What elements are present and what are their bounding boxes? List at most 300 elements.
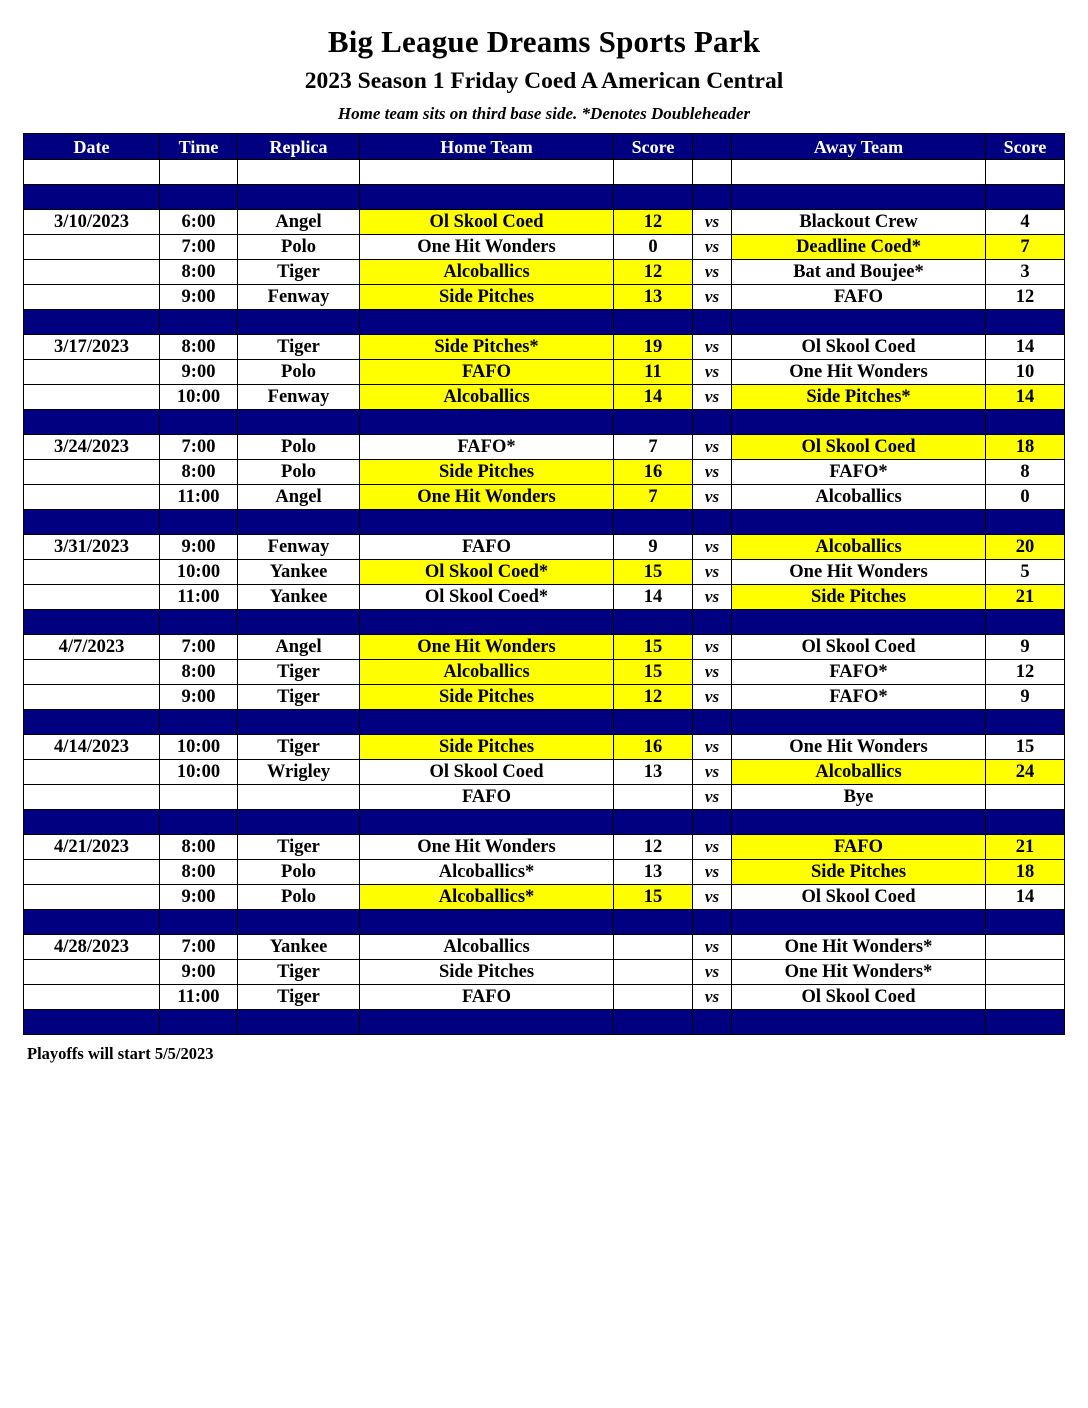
game-row xyxy=(24,985,1065,1010)
date-cell xyxy=(24,960,160,985)
replica-cell: Yankee xyxy=(238,585,360,610)
game-row xyxy=(24,785,1065,810)
time-cell: 9:00 xyxy=(160,685,238,710)
blank-row xyxy=(24,160,1065,185)
week-separator-row xyxy=(24,1010,1065,1035)
separator-cell xyxy=(986,185,1065,210)
home-score-cell: 15 xyxy=(614,885,693,910)
away-team-cell: Ol Skool Coed xyxy=(732,985,986,1010)
time-cell: 11:00 xyxy=(160,985,238,1010)
date-cell xyxy=(24,885,160,910)
game-row xyxy=(24,385,1065,410)
home-score-cell: 16 xyxy=(614,460,693,485)
home-score-cell: 7 xyxy=(614,485,693,510)
away-score-cell: 15 xyxy=(986,735,1065,760)
date-cell xyxy=(24,560,160,585)
home-team-cell: Side Pitches xyxy=(360,960,614,985)
col-header-home-score: Score xyxy=(614,134,693,160)
game-row xyxy=(24,360,1065,385)
date-cell xyxy=(24,385,160,410)
week-separator-row xyxy=(24,610,1065,635)
separator-cell xyxy=(732,1010,986,1035)
time-cell: 7:00 xyxy=(160,235,238,260)
week-separator-row xyxy=(24,410,1065,435)
home-score-cell: 13 xyxy=(614,285,693,310)
home-score-cell xyxy=(614,785,693,810)
replica-cell: Polo xyxy=(238,885,360,910)
time-cell: 9:00 xyxy=(160,960,238,985)
vs-cell: vs xyxy=(693,360,732,385)
away-team-cell: Side Pitches xyxy=(732,860,986,885)
col-header-away-score: Score xyxy=(986,134,1065,160)
time-cell: 7:00 xyxy=(160,635,238,660)
home-team-cell: Alcoballics xyxy=(360,935,614,960)
separator-cell xyxy=(160,810,238,835)
replica-cell: Tiger xyxy=(238,685,360,710)
vs-cell: vs xyxy=(693,335,732,360)
replica-cell: Polo xyxy=(238,435,360,460)
schedule-table xyxy=(23,133,1065,1035)
away-team-cell: Alcoballics xyxy=(732,535,986,560)
replica-cell: Polo xyxy=(238,860,360,885)
separator-cell xyxy=(360,810,614,835)
blank-cell xyxy=(24,160,160,185)
away-score-cell: 9 xyxy=(986,685,1065,710)
away-score-cell xyxy=(986,935,1065,960)
time-cell: 10:00 xyxy=(160,385,238,410)
vs-cell: vs xyxy=(693,210,732,235)
time-cell: 8:00 xyxy=(160,460,238,485)
date-cell: 4/7/2023 xyxy=(24,635,160,660)
separator-cell xyxy=(160,610,238,635)
home-score-cell: 11 xyxy=(614,360,693,385)
game-row xyxy=(24,685,1065,710)
home-score-cell: 15 xyxy=(614,660,693,685)
home-team-cell: Side Pitches xyxy=(360,460,614,485)
time-cell: 11:00 xyxy=(160,485,238,510)
game-row xyxy=(24,210,1065,235)
time-cell: 9:00 xyxy=(160,285,238,310)
home-score-cell: 15 xyxy=(614,635,693,660)
separator-cell xyxy=(693,710,732,735)
home-team-cell: Alcoballics xyxy=(360,385,614,410)
date-cell xyxy=(24,460,160,485)
page-subtitle: 2023 Season 1 Friday Coed A American Central xyxy=(304,68,784,94)
away-team-cell: Ol Skool Coed xyxy=(732,335,986,360)
week-separator-row xyxy=(24,310,1065,335)
away-score-cell: 3 xyxy=(986,260,1065,285)
home-team-cell: Ol Skool Coed xyxy=(360,210,614,235)
away-score-cell: 14 xyxy=(986,385,1065,410)
replica-cell: Tiger xyxy=(238,660,360,685)
separator-cell xyxy=(732,510,986,535)
vs-cell: vs xyxy=(693,485,732,510)
vs-cell: vs xyxy=(693,760,732,785)
away-team-cell: FAFO xyxy=(732,835,986,860)
vs-cell: vs xyxy=(693,860,732,885)
vs-cell: vs xyxy=(693,285,732,310)
schedule-note: Home team sits on third base side. *Denotes Doubleheader xyxy=(337,104,751,123)
separator-cell xyxy=(24,510,160,535)
away-score-cell: 10 xyxy=(986,360,1065,385)
vs-cell: vs xyxy=(693,735,732,760)
separator-cell xyxy=(986,610,1065,635)
vs-cell: vs xyxy=(693,985,732,1010)
time-cell xyxy=(160,785,238,810)
game-row xyxy=(24,760,1065,785)
separator-cell xyxy=(24,910,160,935)
separator-cell xyxy=(360,710,614,735)
schedule-body xyxy=(24,160,1065,1035)
time-cell: 8:00 xyxy=(160,835,238,860)
replica-cell: Tiger xyxy=(238,985,360,1010)
home-team-cell: One Hit Wonders xyxy=(360,835,614,860)
away-score-cell: 18 xyxy=(986,435,1065,460)
replica-cell: Angel xyxy=(238,485,360,510)
replica-cell: Wrigley xyxy=(238,760,360,785)
time-cell: 10:00 xyxy=(160,760,238,785)
time-cell: 9:00 xyxy=(160,885,238,910)
separator-cell xyxy=(360,1010,614,1035)
replica-cell: Tiger xyxy=(238,960,360,985)
date-cell xyxy=(24,985,160,1010)
separator-cell xyxy=(614,710,693,735)
time-cell: 11:00 xyxy=(160,585,238,610)
week-separator-row xyxy=(24,710,1065,735)
game-row xyxy=(24,660,1065,685)
separator-cell xyxy=(360,410,614,435)
home-score-cell: 13 xyxy=(614,860,693,885)
separator-cell xyxy=(238,185,360,210)
separator-cell xyxy=(614,510,693,535)
separator-cell xyxy=(732,185,986,210)
game-row xyxy=(24,885,1065,910)
separator-cell xyxy=(614,410,693,435)
time-cell: 8:00 xyxy=(160,260,238,285)
home-team-cell: Side Pitches xyxy=(360,285,614,310)
home-score-cell: 15 xyxy=(614,560,693,585)
date-cell xyxy=(24,785,160,810)
vs-cell: vs xyxy=(693,460,732,485)
game-row xyxy=(24,485,1065,510)
away-score-cell: 8 xyxy=(986,460,1065,485)
page-title: Big League Dreams Sports Park xyxy=(327,24,761,59)
home-team-cell: Alcoballics* xyxy=(360,860,614,885)
away-score-cell: 14 xyxy=(986,885,1065,910)
date-cell: 3/31/2023 xyxy=(24,535,160,560)
home-team-cell: One Hit Wonders xyxy=(360,235,614,260)
away-score-cell: 7 xyxy=(986,235,1065,260)
game-row xyxy=(24,735,1065,760)
home-score-cell: 16 xyxy=(614,735,693,760)
away-score-cell: 9 xyxy=(986,635,1065,660)
home-team-cell: FAFO xyxy=(360,985,614,1010)
separator-cell xyxy=(24,610,160,635)
separator-cell xyxy=(693,1010,732,1035)
col-header-date: Date xyxy=(24,134,160,160)
game-row xyxy=(24,335,1065,360)
away-team-cell: One Hit Wonders* xyxy=(732,960,986,985)
date-cell xyxy=(24,685,160,710)
separator-cell xyxy=(693,610,732,635)
col-header-time: Time xyxy=(160,134,238,160)
home-team-cell: FAFO xyxy=(360,785,614,810)
home-team-cell: FAFO* xyxy=(360,435,614,460)
separator-cell xyxy=(986,510,1065,535)
home-team-cell: Side Pitches* xyxy=(360,335,614,360)
time-cell: 8:00 xyxy=(160,335,238,360)
date-cell: 3/24/2023 xyxy=(24,435,160,460)
home-score-cell: 9 xyxy=(614,535,693,560)
time-cell: 10:00 xyxy=(160,735,238,760)
away-team-cell: Alcoballics xyxy=(732,485,986,510)
separator-cell xyxy=(614,910,693,935)
separator-cell xyxy=(360,910,614,935)
away-team-cell: Ol Skool Coed xyxy=(732,435,986,460)
away-score-cell: 20 xyxy=(986,535,1065,560)
separator-cell xyxy=(238,1010,360,1035)
time-cell: 9:00 xyxy=(160,535,238,560)
blank-cell xyxy=(986,160,1065,185)
separator-cell xyxy=(238,810,360,835)
separator-cell xyxy=(986,910,1065,935)
away-team-cell: Blackout Crew xyxy=(732,210,986,235)
away-score-cell: 0 xyxy=(986,485,1065,510)
date-cell: 3/17/2023 xyxy=(24,335,160,360)
home-team-cell: Side Pitches xyxy=(360,685,614,710)
separator-cell xyxy=(614,810,693,835)
separator-cell xyxy=(732,410,986,435)
home-team-cell: Ol Skool Coed* xyxy=(360,560,614,585)
time-cell: 9:00 xyxy=(160,360,238,385)
date-cell: 3/10/2023 xyxy=(24,210,160,235)
separator-cell xyxy=(238,310,360,335)
replica-cell: Yankee xyxy=(238,935,360,960)
date-cell xyxy=(24,235,160,260)
replica-cell: Fenway xyxy=(238,385,360,410)
game-row xyxy=(24,260,1065,285)
separator-cell xyxy=(24,810,160,835)
home-score-cell: 12 xyxy=(614,210,693,235)
home-score-cell xyxy=(614,985,693,1010)
away-score-cell: 21 xyxy=(986,585,1065,610)
away-score-cell: 4 xyxy=(986,210,1065,235)
home-score-cell: 12 xyxy=(614,260,693,285)
time-cell: 7:00 xyxy=(160,935,238,960)
col-header-home-team: Home Team xyxy=(360,134,614,160)
separator-cell xyxy=(732,710,986,735)
separator-cell xyxy=(693,810,732,835)
home-team-cell: Side Pitches xyxy=(360,735,614,760)
date-cell: 4/28/2023 xyxy=(24,935,160,960)
header-row xyxy=(24,134,1065,160)
away-score-cell: 18 xyxy=(986,860,1065,885)
replica-cell: Tiger xyxy=(238,735,360,760)
away-team-cell: Bat and Boujee* xyxy=(732,260,986,285)
separator-cell xyxy=(360,185,614,210)
away-team-cell: Deadline Coed* xyxy=(732,235,986,260)
home-score-cell: 14 xyxy=(614,385,693,410)
separator-cell xyxy=(160,410,238,435)
separator-cell xyxy=(360,510,614,535)
away-team-cell: Side Pitches xyxy=(732,585,986,610)
away-score-cell: 21 xyxy=(986,835,1065,860)
replica-cell: Tiger xyxy=(238,260,360,285)
separator-cell xyxy=(238,710,360,735)
separator-cell xyxy=(693,410,732,435)
away-team-cell: Side Pitches* xyxy=(732,385,986,410)
vs-cell: vs xyxy=(693,635,732,660)
game-row xyxy=(24,960,1065,985)
date-cell: 4/21/2023 xyxy=(24,835,160,860)
game-row xyxy=(24,460,1065,485)
replica-cell xyxy=(238,785,360,810)
separator-cell xyxy=(732,910,986,935)
week-separator-row xyxy=(24,185,1065,210)
separator-cell xyxy=(160,1010,238,1035)
separator-cell xyxy=(732,610,986,635)
replica-cell: Angel xyxy=(238,635,360,660)
game-row xyxy=(24,435,1065,460)
home-team-cell: One Hit Wonders xyxy=(360,485,614,510)
separator-cell xyxy=(238,610,360,635)
separator-cell xyxy=(614,185,693,210)
vs-cell: vs xyxy=(693,660,732,685)
separator-cell xyxy=(693,185,732,210)
separator-cell xyxy=(986,1010,1065,1035)
vs-cell: vs xyxy=(693,785,732,810)
col-header-replica: Replica xyxy=(238,134,360,160)
home-score-cell: 13 xyxy=(614,760,693,785)
vs-cell: vs xyxy=(693,535,732,560)
home-score-cell: 0 xyxy=(614,235,693,260)
home-score-cell: 7 xyxy=(614,435,693,460)
week-separator-row xyxy=(24,510,1065,535)
away-team-cell: Ol Skool Coed xyxy=(732,885,986,910)
separator-cell xyxy=(160,910,238,935)
time-cell: 6:00 xyxy=(160,210,238,235)
separator-cell xyxy=(986,710,1065,735)
playoffs-note: Playoffs will start 5/5/2023 xyxy=(27,1044,214,1063)
separator-cell xyxy=(238,510,360,535)
away-team-cell: FAFO* xyxy=(732,685,986,710)
home-team-cell: Alcoballics* xyxy=(360,885,614,910)
replica-cell: Yankee xyxy=(238,560,360,585)
blank-cell xyxy=(360,160,614,185)
away-team-cell: Alcoballics xyxy=(732,760,986,785)
away-team-cell: One Hit Wonders xyxy=(732,360,986,385)
vs-cell: vs xyxy=(693,960,732,985)
separator-cell xyxy=(986,310,1065,335)
vs-cell: vs xyxy=(693,385,732,410)
home-team-cell: One Hit Wonders xyxy=(360,635,614,660)
date-cell xyxy=(24,760,160,785)
home-score-cell: 12 xyxy=(614,685,693,710)
away-score-cell: 24 xyxy=(986,760,1065,785)
separator-cell xyxy=(238,410,360,435)
game-row xyxy=(24,235,1065,260)
game-row xyxy=(24,585,1065,610)
vs-cell: vs xyxy=(693,235,732,260)
vs-cell: vs xyxy=(693,685,732,710)
blank-cell xyxy=(238,160,360,185)
replica-cell: Tiger xyxy=(238,835,360,860)
game-row xyxy=(24,860,1065,885)
separator-cell xyxy=(986,810,1065,835)
date-cell xyxy=(24,360,160,385)
away-score-cell: 5 xyxy=(986,560,1065,585)
week-separator-row xyxy=(24,810,1065,835)
away-score-cell xyxy=(986,785,1065,810)
away-score-cell: 12 xyxy=(986,285,1065,310)
blank-cell xyxy=(160,160,238,185)
away-team-cell: One Hit Wonders xyxy=(732,735,986,760)
separator-cell xyxy=(360,610,614,635)
date-cell xyxy=(24,260,160,285)
replica-cell: Polo xyxy=(238,460,360,485)
week-separator-row xyxy=(24,910,1065,935)
replica-cell: Angel xyxy=(238,210,360,235)
date-cell: 4/14/2023 xyxy=(24,735,160,760)
replica-cell: Fenway xyxy=(238,285,360,310)
vs-cell: vs xyxy=(693,585,732,610)
away-team-cell: One Hit Wonders* xyxy=(732,935,986,960)
col-header-away-team: Away Team xyxy=(732,134,986,160)
col-header-vs xyxy=(693,134,732,160)
replica-cell: Polo xyxy=(238,235,360,260)
game-row xyxy=(24,935,1065,960)
blank-cell xyxy=(693,160,732,185)
replica-cell: Polo xyxy=(238,360,360,385)
date-cell xyxy=(24,285,160,310)
away-score-cell xyxy=(986,985,1065,1010)
replica-cell: Fenway xyxy=(238,535,360,560)
home-team-cell: FAFO xyxy=(360,360,614,385)
game-row xyxy=(24,835,1065,860)
vs-cell: vs xyxy=(693,260,732,285)
vs-cell: vs xyxy=(693,885,732,910)
separator-cell xyxy=(986,410,1065,435)
blank-cell xyxy=(732,160,986,185)
away-score-cell xyxy=(986,960,1065,985)
separator-cell xyxy=(693,910,732,935)
home-team-cell: Ol Skool Coed xyxy=(360,760,614,785)
separator-cell xyxy=(238,910,360,935)
separator-cell xyxy=(160,185,238,210)
away-team-cell: One Hit Wonders xyxy=(732,560,986,585)
separator-cell xyxy=(614,310,693,335)
blank-cell xyxy=(614,160,693,185)
replica-cell: Tiger xyxy=(238,335,360,360)
home-team-cell: Ol Skool Coed* xyxy=(360,585,614,610)
game-row xyxy=(24,535,1065,560)
game-row xyxy=(24,560,1065,585)
time-cell: 8:00 xyxy=(160,660,238,685)
separator-cell xyxy=(732,310,986,335)
separator-cell xyxy=(24,410,160,435)
home-team-cell: Alcoballics xyxy=(360,260,614,285)
home-score-cell xyxy=(614,935,693,960)
vs-cell: vs xyxy=(693,560,732,585)
vs-cell: vs xyxy=(693,935,732,960)
away-score-cell: 12 xyxy=(986,660,1065,685)
time-cell: 10:00 xyxy=(160,560,238,585)
away-score-cell: 14 xyxy=(986,335,1065,360)
separator-cell xyxy=(693,310,732,335)
away-team-cell: FAFO* xyxy=(732,460,986,485)
vs-cell: vs xyxy=(693,435,732,460)
home-score-cell: 19 xyxy=(614,335,693,360)
